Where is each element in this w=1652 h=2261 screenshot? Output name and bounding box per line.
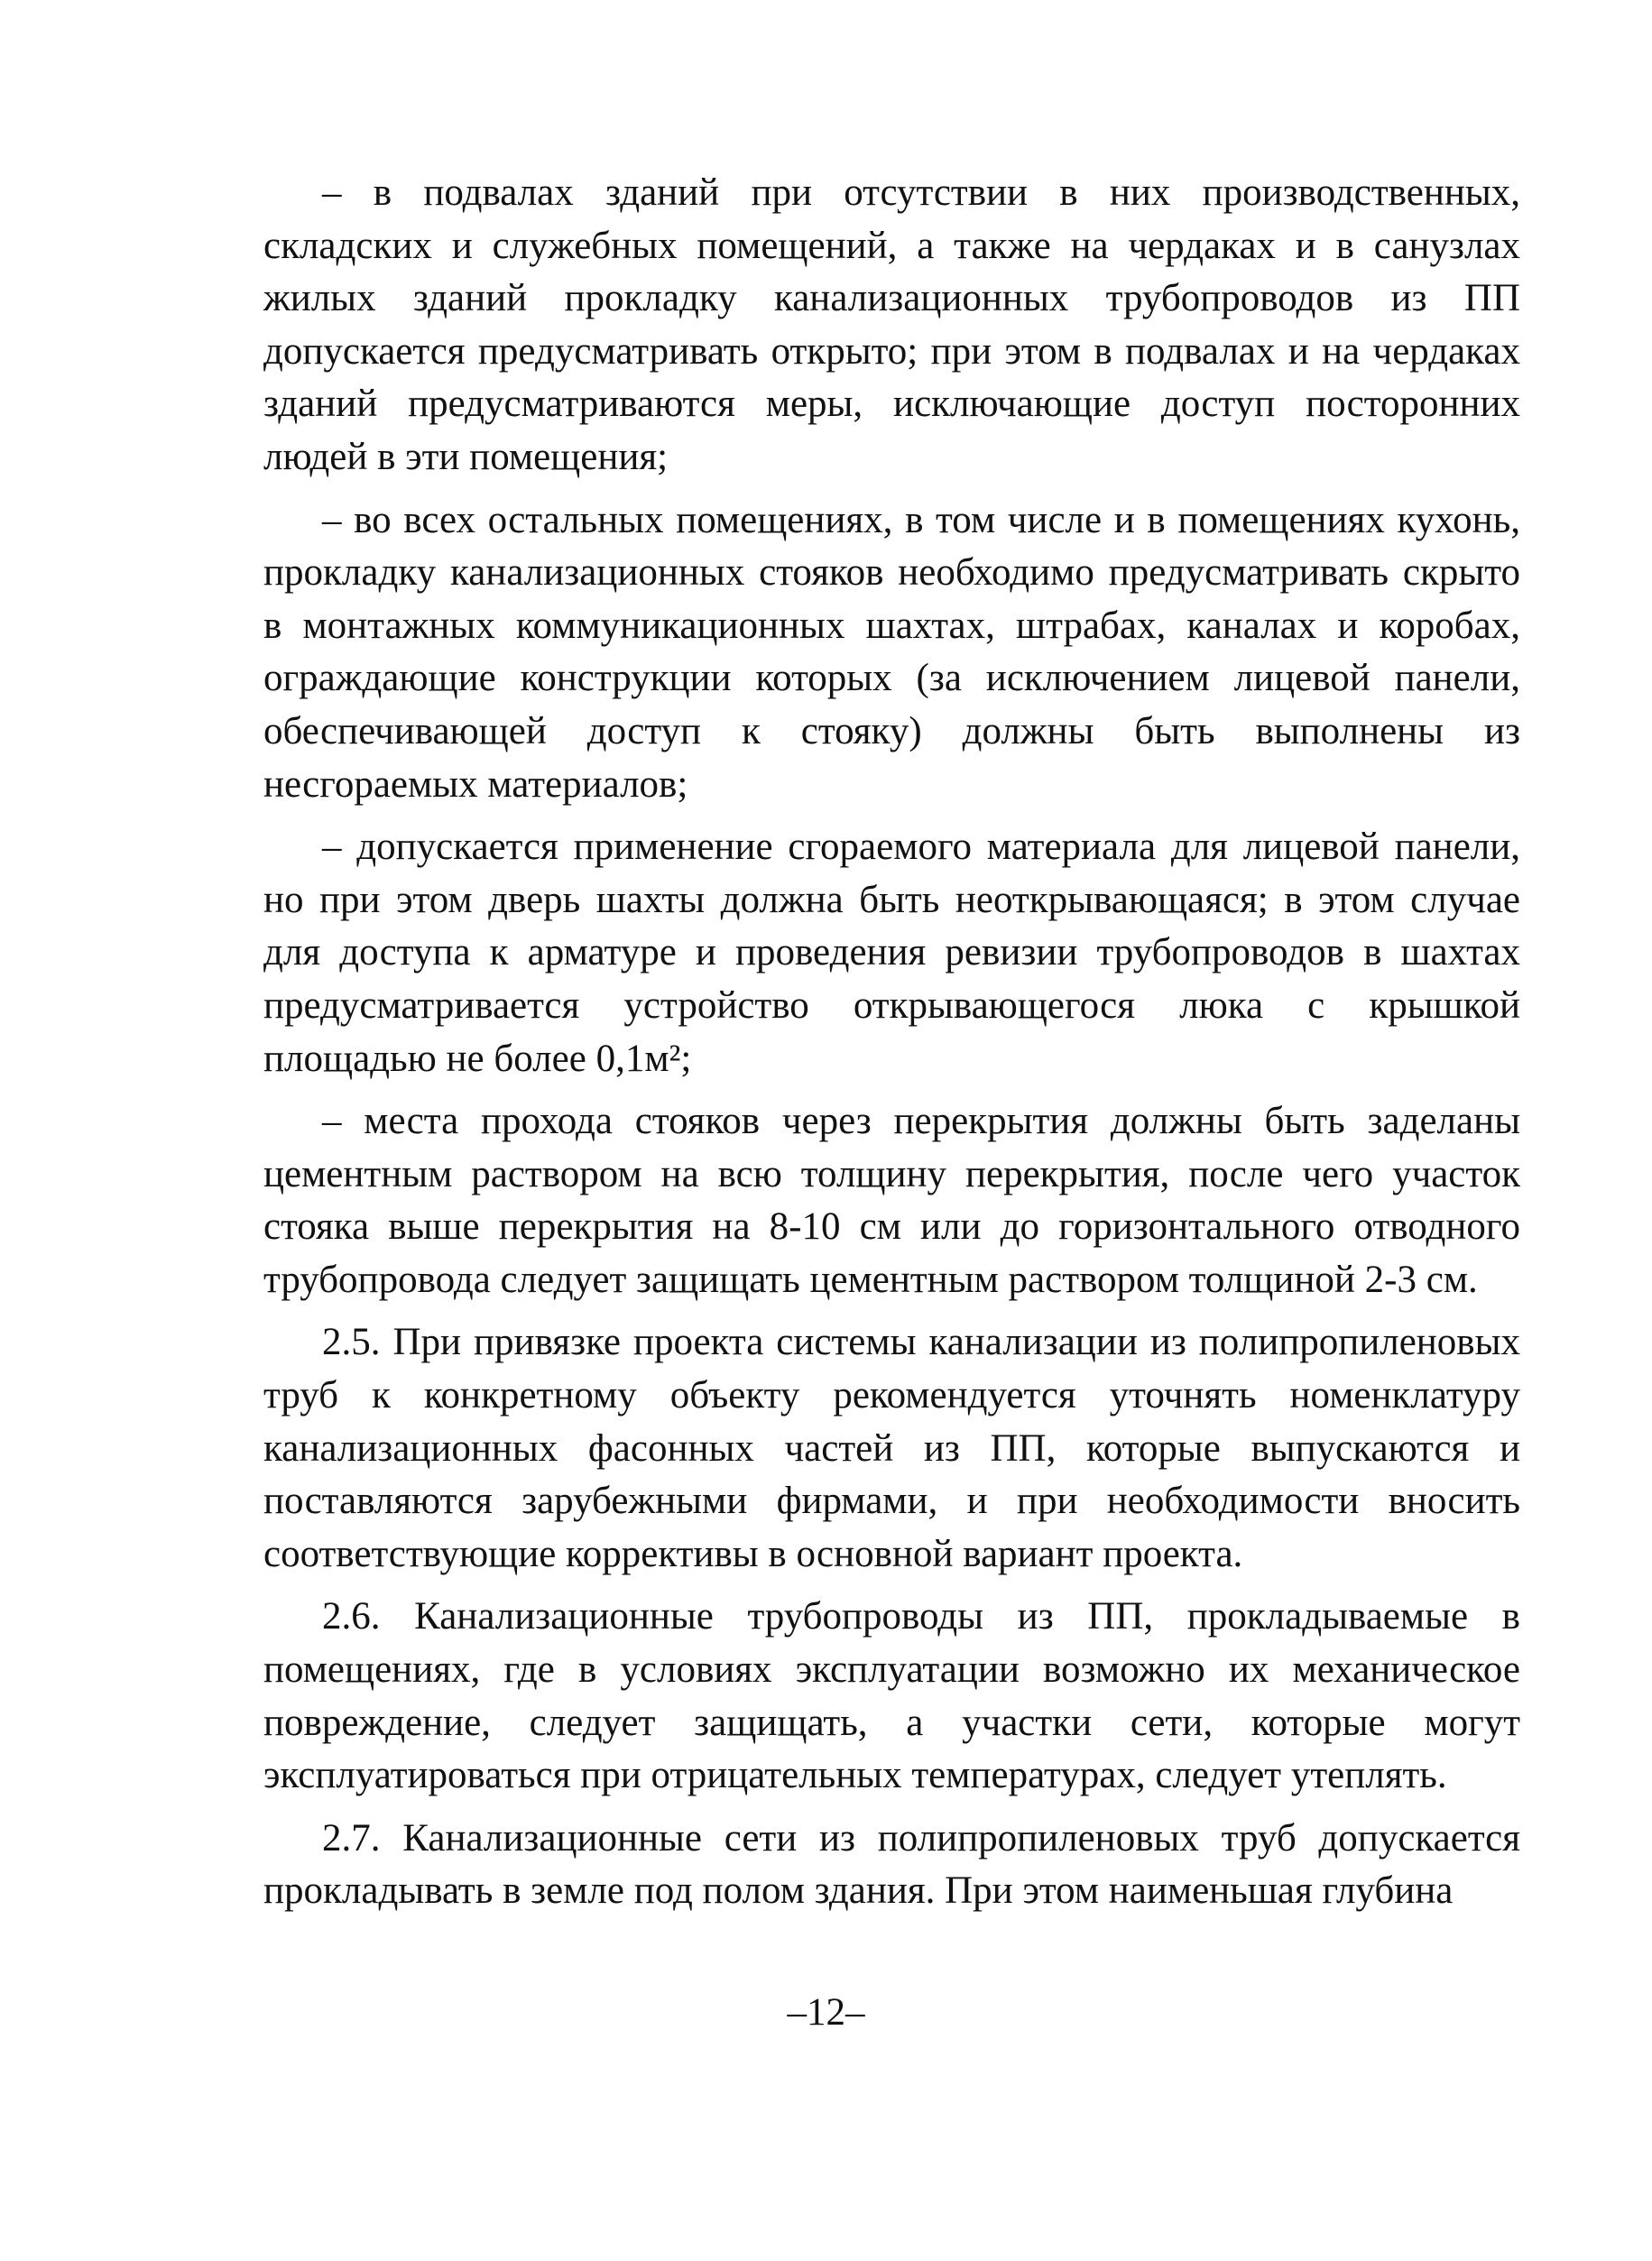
body-text: [263, 167, 1520, 1918]
paragraph-2-6: 2.6. Канализационные трубопроводы из ПП, прокладываемые в помещениях, где в условиях эксплуатации возможно их механическое повреждение, следует защищать, а участки сети, которые могут эксплуатироваться при отрицательных температурах, следует утеплять.: [263, 1595, 1520, 1797]
page-number: –12–: [787, 1991, 865, 2034]
paragraph-combustible-panel: – допускается применение сгораемого материала для лицевой панели, но при этом дверь шахты должна быть неоткрывающаяся; в этом случае для доступа к арматуре и проведения ревизии трубопроводов в шахтах предусматривается устройство открывающегося люка с крышкой площадью не более 0,1м²;: [263, 826, 1520, 1080]
paragraph-other-rooms: – во всех остальных помещениях, в том числе и в помещениях кухонь, прокладку канализационных стояков необходимо предусматривать скрыто в монтажных коммуникационных шахтах, штрабах, каналах и коробах, ограждающие конструкции которых (за исключением лицевой панели, обеспечивающей доступ к стояку) должны быть выполнены из несгораемых материалов;: [263, 498, 1520, 806]
paragraph-2-5: 2.5. При привязке проекта системы канализации из полипропиленовых труб к конкретному объекту рекомендуется уточнять номенклатуру канализационных фасонных частей из ПП, которые выпускаются и поставляются зарубежными фирмами, и при необходимости вносить соответствующие коррективы в основной вариант проекта.: [263, 1321, 1520, 1575]
paragraph-riser-passages: – места прохода стояков через перекрытия должны быть заделаны цементным раствором на всю толщину перекрытия, после чего участок стояка выше перекрытия на 8-10 см или до горизонтального отводного трубопровода следует защищать цементным раствором толщиной 2-3 см.: [263, 1100, 1520, 1301]
paragraph-2-7: 2.7. Канализационные сети из полипропиленовых труб допускается прокладывать в земле под полом здания. При этом наименьшая глубина: [263, 1816, 1520, 1913]
paragraph-basements: – в подвалах зданий при отсутствии в них производственных, складских и служебных помещений, а также на чердаках и в санузлах жилых зданий прокладку канализационных трубопроводов из ПП допускается предусматривать открыто; при этом в подвалах и на чердаках зданий предусматриваются меры, исключающие доступ посторонних людей в эти помещения;: [263, 171, 1520, 478]
